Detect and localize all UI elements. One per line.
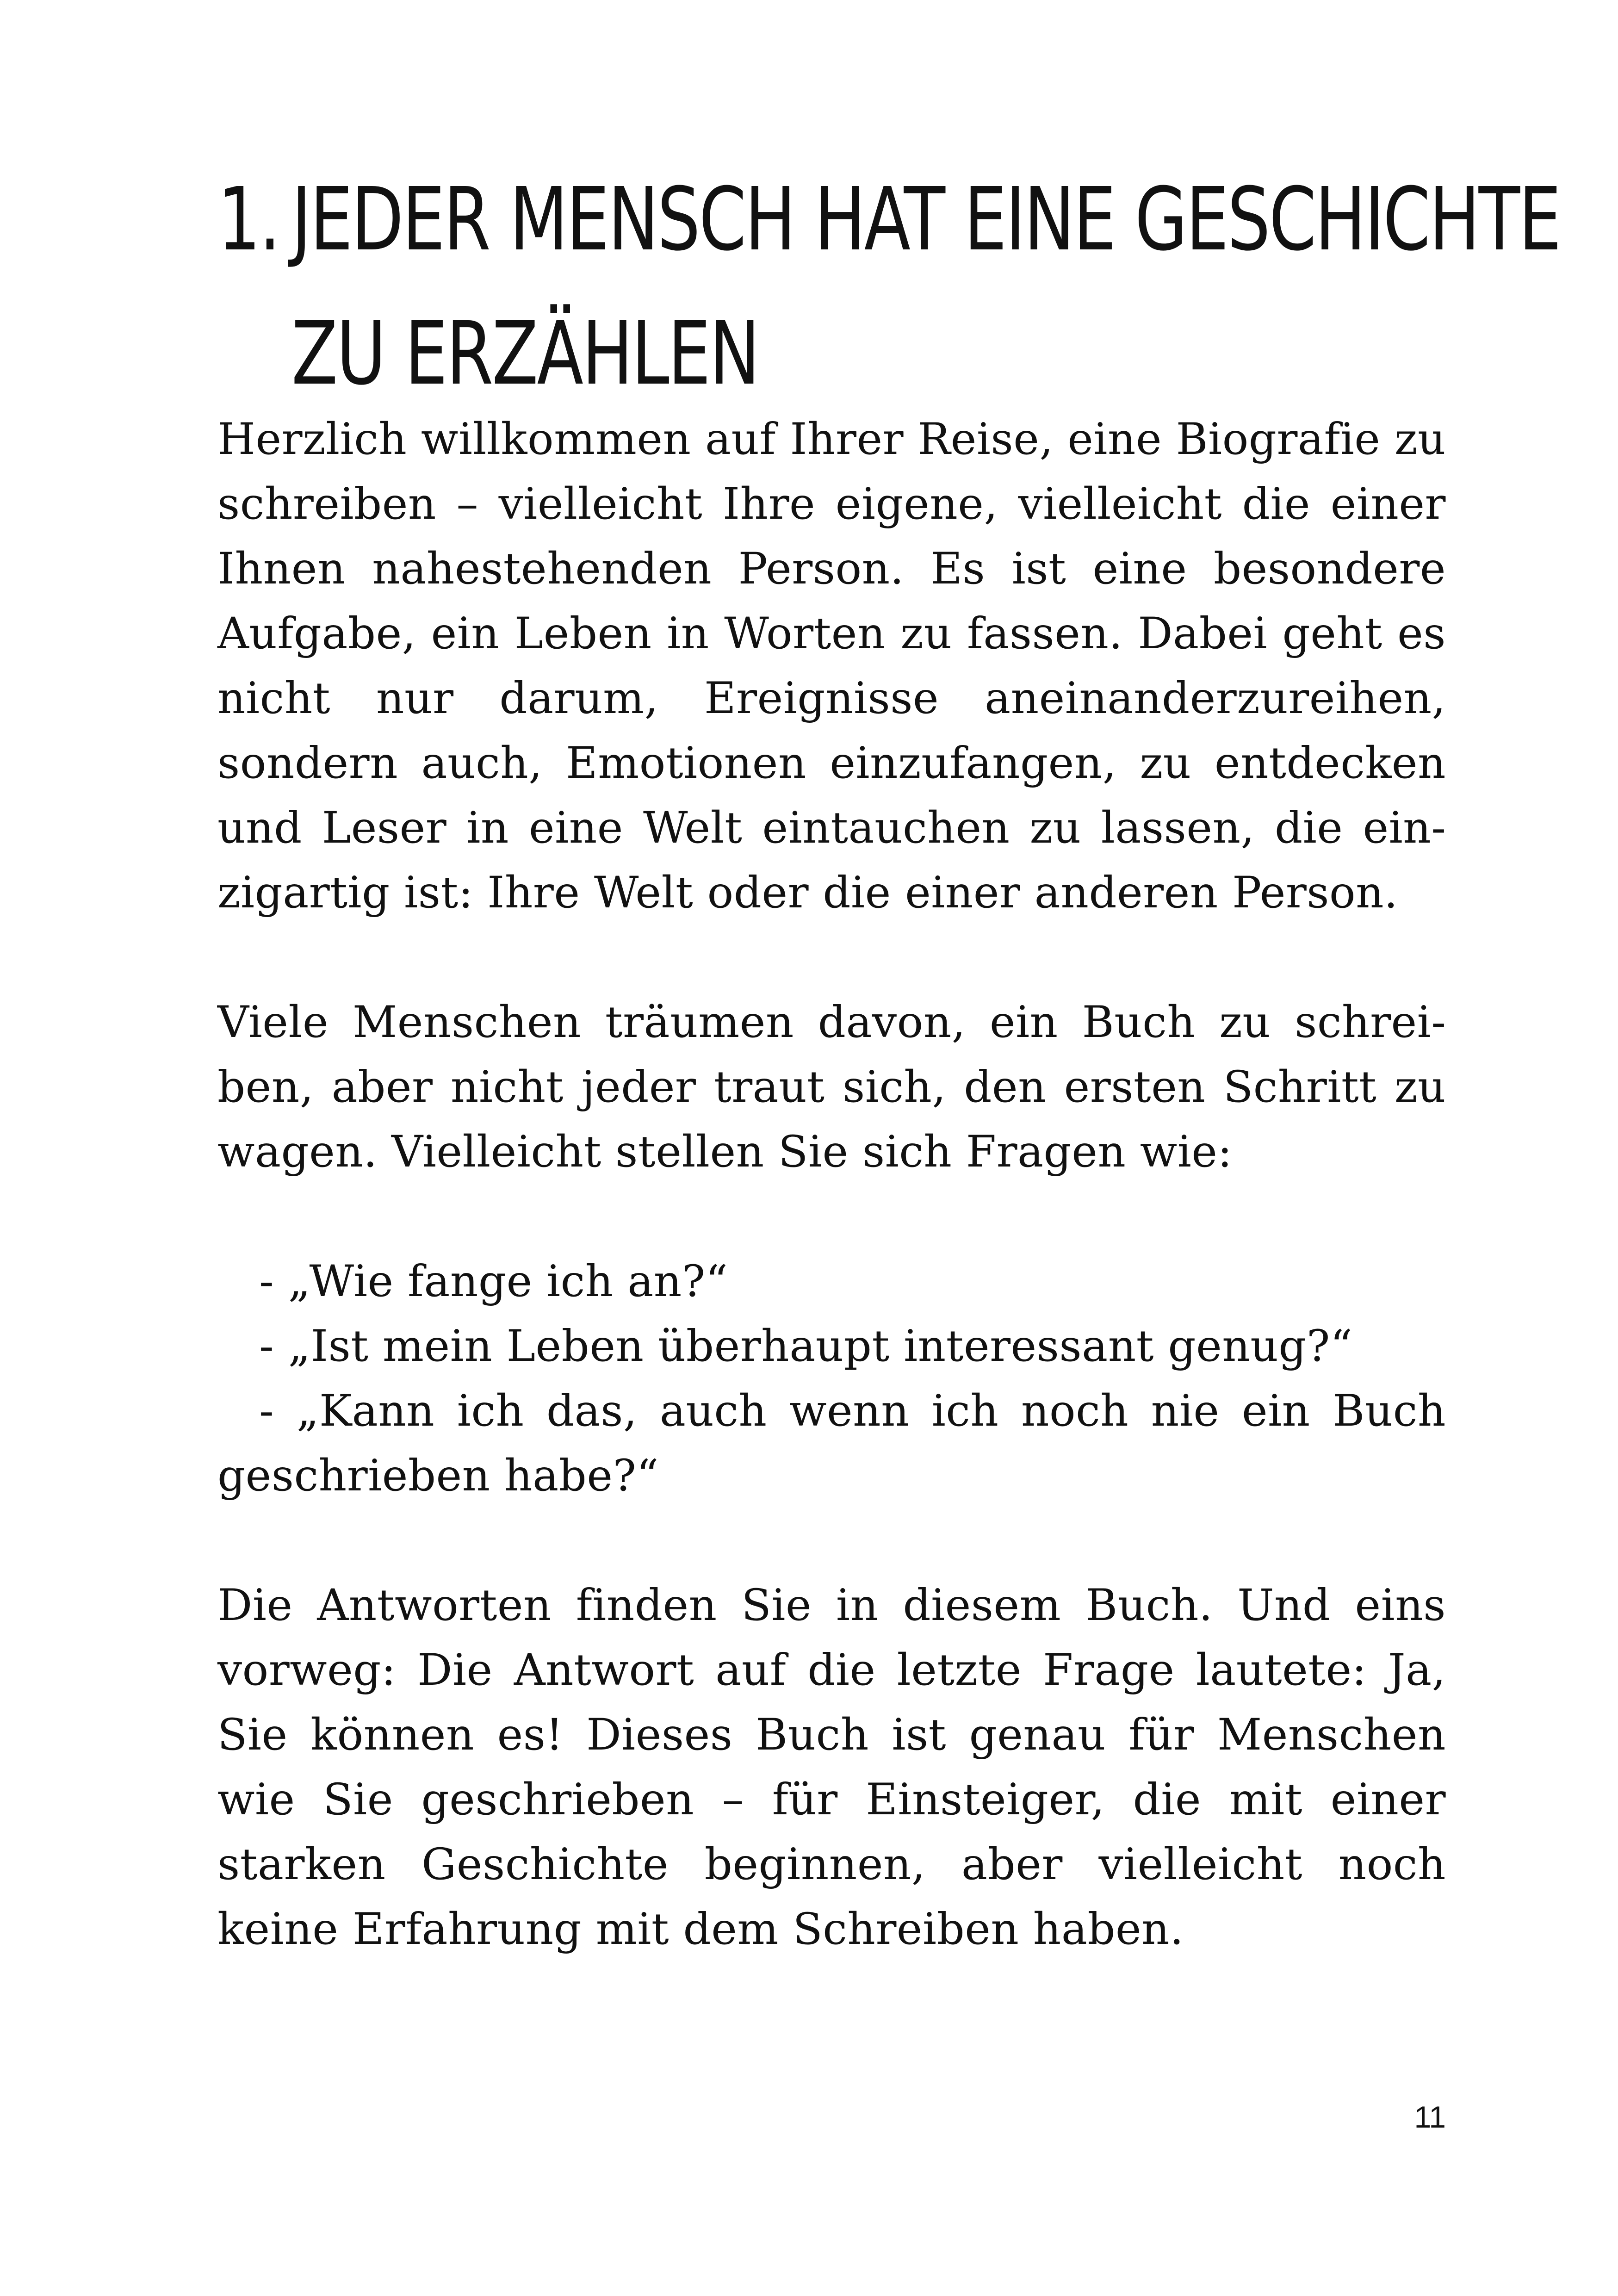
question-item: - „Kann ich das, auch wenn ich noch nie ein Buch geschrieben habe?“ (217, 1386, 1446, 1501)
page-number: 11 (1414, 2100, 1446, 2134)
chapter-title-text: JEDER MENSCH HAT EINE GESCHICHTE (291, 169, 1560, 270)
chapter-title-line-1 (217, 153, 1560, 287)
question-item: - „Wie fange ich an?“ (259, 1256, 728, 1307)
chapter-title-line-2: ZU ERZÄHLEN (291, 303, 759, 404)
question-list (217, 1249, 1446, 1508)
question-item: - „Ist mein Leben überhaupt interessant genug?“ (259, 1321, 1353, 1371)
intro-paragraph: Herzlich willkommen auf Ihrer Reise, eine Biografie zu schreiben – vielleicht Ihre eigene, vielleicht die einer Ihnen nahestehenden Person. Es ist eine besondere Aufgabe, ein Leben in Worten zu fassen. Dabei geht es nicht nur darum, Ereignisse aneinanderzureihen, sondern auch, Emotionen einzufangen, zu entdecken und Leser in eine Welt eintauchen zu lassen, die einzigartig ist: Ihre Welt oder die einer anderen Person. (217, 414, 1446, 918)
answer-paragraph: Die Antworten finden Sie in diesem Buch. Und eins vorweg: Die Antwort auf die letzte Frage lautete: Ja, Sie können es! Dieses Buch ist genau für Menschen wie Sie geschrieben – für Einsteiger, die mit einer starken Geschichte beginnen, aber vielleicht noch keine Erfahrung mit dem Schreiben haben. (217, 1580, 1446, 1955)
dream-paragraph: Viele Menschen träumen davon, ein Buch zu schreiben, aber nicht jeder traut sich, den ersten Schritt zu wagen. Vielleicht stellen Sie sich Fragen wie: (217, 997, 1446, 1177)
chapter-number: 1. (217, 169, 279, 270)
chapter-body (217, 407, 1446, 2027)
chapter-title (217, 153, 1560, 421)
